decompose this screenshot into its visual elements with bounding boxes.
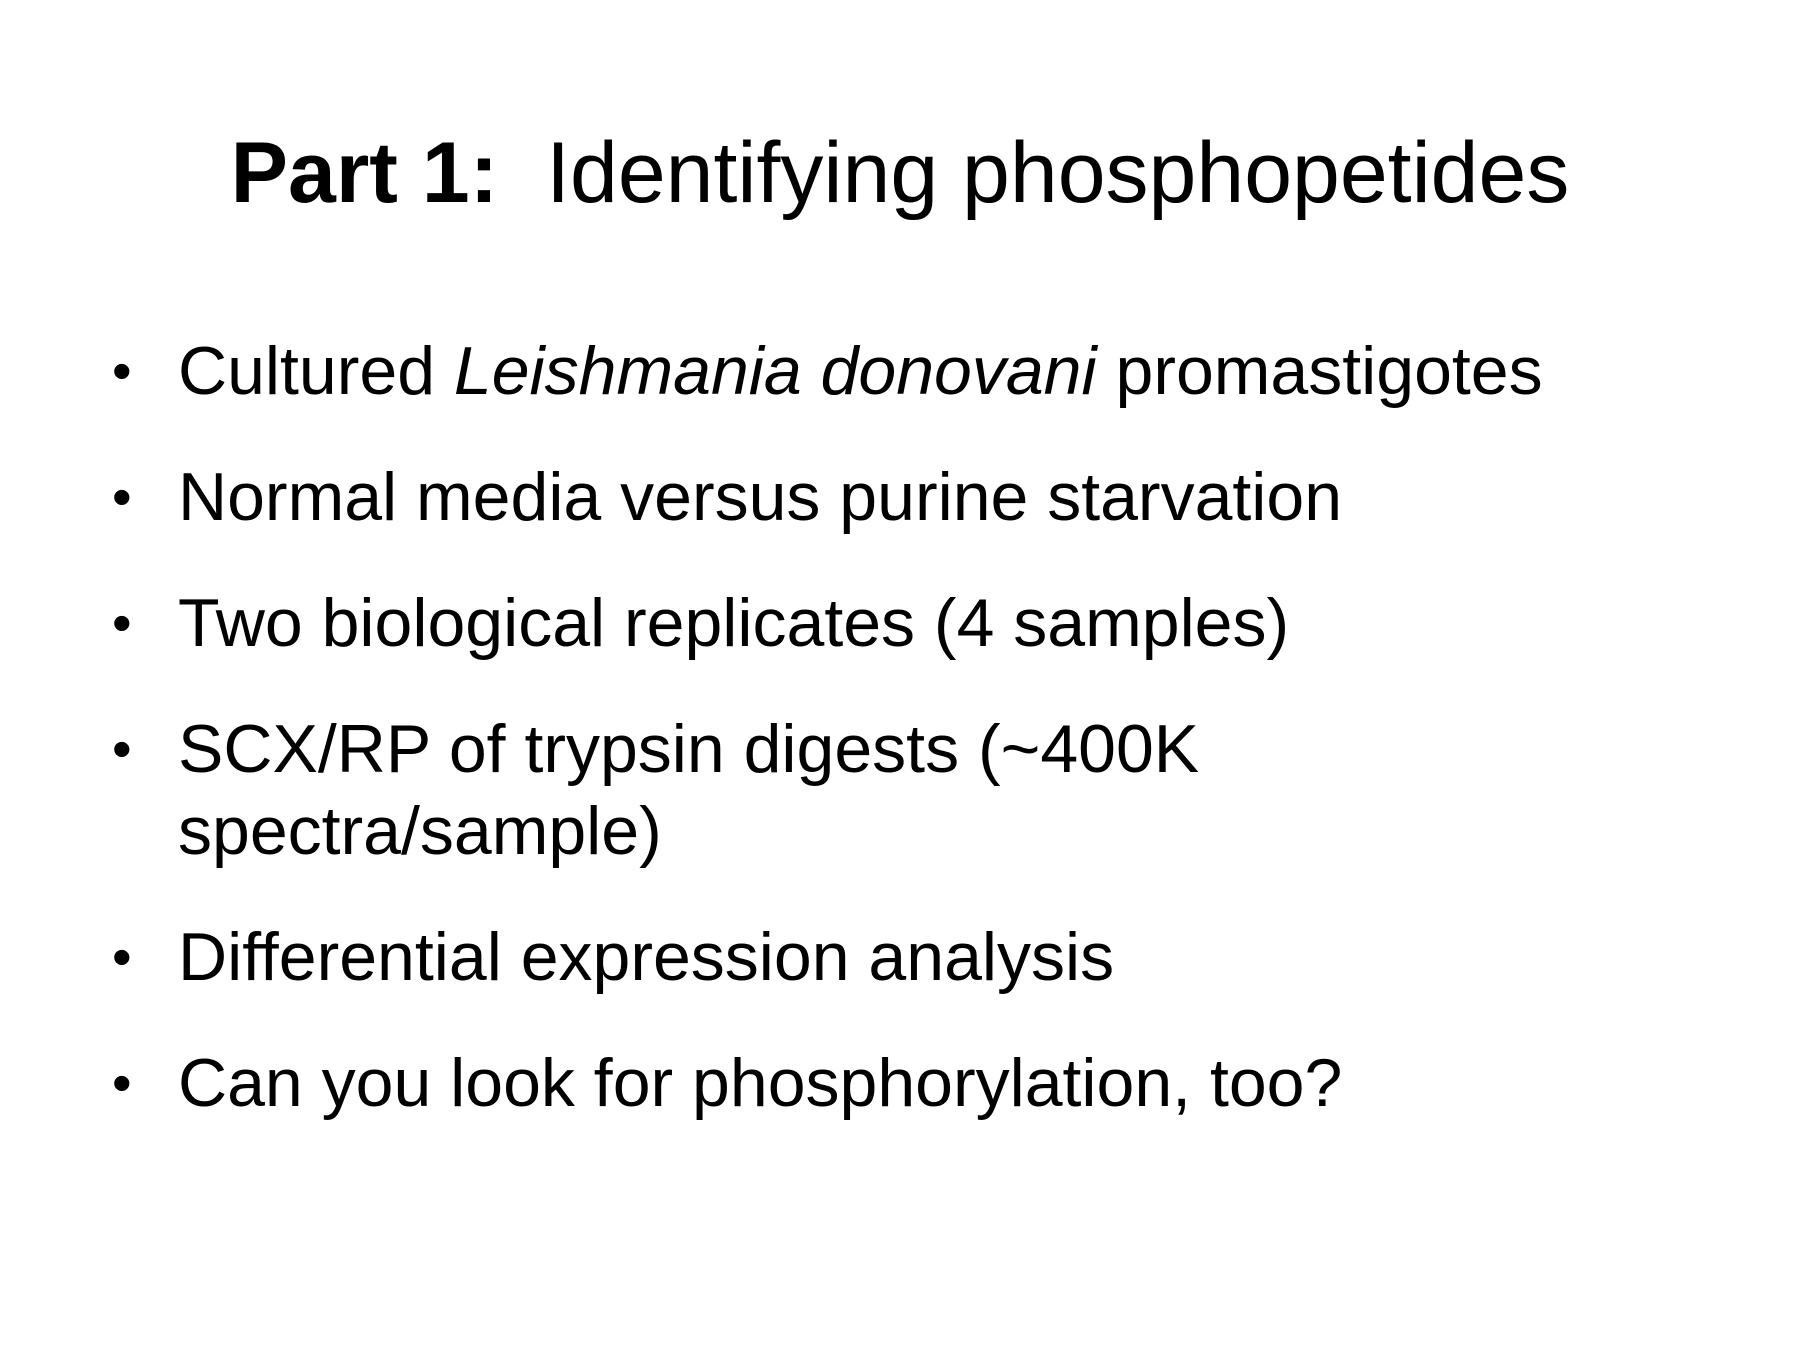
bullet-item-question — [108, 1042, 1708, 1124]
bullet-item-organism — [108, 330, 1708, 412]
bullet-text-pre: Cultured — [178, 333, 454, 409]
bullet-item-scx-rp — [108, 708, 1708, 872]
bullet-dot-icon: • — [112, 925, 132, 988]
bullet-dot-icon: • — [112, 717, 132, 780]
bullet-item-analysis — [108, 916, 1708, 998]
bullet-text: Differential expression analysis — [178, 919, 1115, 995]
bullet-text: Can you look for phosphorylation, too? — [178, 1045, 1343, 1121]
bullet-dot-icon: • — [112, 339, 132, 402]
bullet-dot-icon: • — [112, 591, 132, 654]
bullet-text-post: promastigotes — [1096, 333, 1543, 409]
bullet-text: Two biological replicates (4 samples) — [178, 585, 1290, 661]
bullet-text-line1: SCX/RP of trypsin digests (~400K — [178, 711, 1200, 787]
bullet-text-line2: spectra/sample) — [178, 793, 662, 869]
bullet-item-conditions — [108, 456, 1708, 538]
bullet-text: Normal media versus purine starvation — [178, 459, 1343, 535]
bullet-list — [108, 330, 1708, 1168]
title-topic: Identifying phosphopetides — [546, 125, 1570, 221]
bullet-dot-icon: • — [112, 1051, 132, 1114]
species-name: Leishmania donovani — [453, 333, 1097, 409]
title-part-label: Part 1: — [230, 125, 499, 221]
bullet-item-replicates — [108, 582, 1708, 664]
bullet-dot-icon: • — [112, 465, 132, 528]
slide-title — [0, 118, 1800, 228]
